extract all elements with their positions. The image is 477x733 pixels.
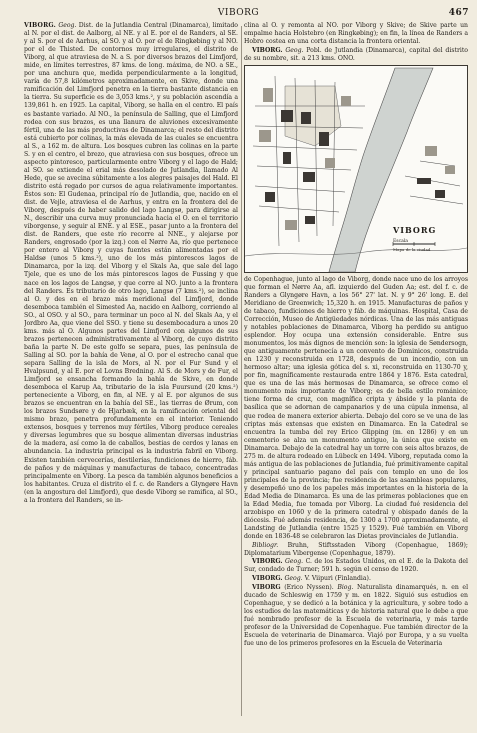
entry-viborg-finland xyxy=(244,575,468,583)
running-header xyxy=(0,8,477,22)
entry-headword: VIBORG. xyxy=(252,558,283,566)
entry-continuation: clina al O. y remonta al NO. por Viborg y Skive; de Skive parte un empalme hacia Holstebro (en Ringkøbing); en fin, la línea de Randers a Hobro costea en una corta distancia la frontera oriental. xyxy=(244,22,468,46)
entry-viborg-erico xyxy=(244,584,468,648)
running-head-word: VIBORG xyxy=(217,8,260,18)
entry-viborg-district xyxy=(24,22,238,505)
map-source-label: Mapa de la ciudad xyxy=(393,246,431,252)
entry-abbreviation: Biog. xyxy=(337,583,354,591)
right-column xyxy=(244,22,468,722)
entry-body: Dist. de la Jutlandia Central (Dinamarca), limitado al N. por el dist. de Aalborg, al NE. y al E. por el de Randers, al SE. y al S. por el de Aarhus, al SO. y al O. por el de Ringkøbing y al NO. por el de Thisted. De contornos muy irregulares, el distrito de Viborg, al que atraviesa de N. a S. por diversos brazos del Limfjord, mide, en límites terrestres, 87 kms. de long. máxima, de NO. a SE., por una anchura que, medida perpendicularmente a la longitud, varía de 57,8 kilómetros aproximadamente, en Skive, donde una ramificación del Limfjord penetra en la tierra bastante distancia en la tierra. Su superficie es de 3,053 kms.², y su población ascendía a 139,861 h. en 1925. La capital, Viborg, se halla en el centro. El país es bastante variado. Al NO., la península de Salling, que el Limfjord rodea con sus brazos, es una llanura de aluviones excesivamente fértil, una de las más productivas de Dinamarca; el resto del distrito está cubierto por colinas, la más elevada de las cuales se encuentra al S., a 162 m. de altura. Los bosques cubren las colinas en la parte S. y en el centro, el brezo, que atraviesa con sus bosques, ofrece un aspecto pintoresco, particularmente entre Viborg y el lago de Hald; al SO. se extiende el erial más desolado de Jutlandia, llamado Al Hede, que se avecina súbitamente a los alegres paisajes del Hald. El distrito está regado por cursos de agua relativamente importantes. Éstos son: El Gudenaa, principal río de Jutlandia, que, nacido en el dist. de Vejle, atraviesa el de Aarhus, y entra en la frontera del de Viborg, después de haber salido del lago Langsø, para dirigirse al N., describir una curva muy pronunciada hacia el O. en el territorio viborgense, y seguir al ENE. y al ESE., pasar junto a la frontera del dist. de Randers, que este río recorre al NNE., y alejarse por Randers, engrosado (por la izq.) con el Nørre Aa, río que pertenece por entero al Viborg y cuyas fuentes están alimentadas por el Haldsø (unos 5 kms.²), uno de los más pintorescos lagos de Dinamarca, por la izq. del Viborg y el Skals Aa, que sale del lago Tjele, que es uno de los más pintorescos lagos de Fussing y que nace en los lagos de Langsø, y que corre al NO. junto a la frontera del Randers. Es tributario de otro lago, Langsø (7 kms.²), se inclina al O. y des en el brazo más meridional del Limfjord, donde desemboca también el Simested Aa, nacido en Aalborg, corriendo al SO., al OSO. y al SO., para terminar un poco al N. del Skals Aa, y el Jordbro Aa, que viene del SSO. y tiene su desembocadura a unos 20 kms. más al O. Algunos partes del Limfjord con algunos de sus brazos pertenecen administrativamente al Viborg, de cuyo distrito baña la parte N. De este golfo se separa, pues, las península de Salling al SO. por la bahía de Venø, al O. por el estrecho canal que separa Salling de la isla de Mors, al N. por el Fur Sund y el Hvalpsund, y al E. por el Lovns Bredning. Al S. de Mors y de Fur, el Limfjord se ensancha formando la bahía de Skive, en donde desemboca el Karup Aa, tributario de la isla Fuursund (20 kms.²) perteneciente a Viborg, en fin, al NE. y al E. por algunos de sus brazos se encuentran en la bahía del SE., las tierras de Ørum, con los brazos Sundsøre y de Hjarbæk, en la ramificación oriental del mismo brazo, penetra profundamente en el interior. Teniendo extensos, bosques y terrenos muy fértiles, Viborg produce cereales y diversas legumbres que su bosque alimentan diversas industrias de la madera, así como la de caballos, bestias de cerdos y lanas en abundancia. La industria principal es la industria fabril en Viborg. Existen también cervecerías, destilerías, fundiciones de hierro, fáb. de paños y de máquinas y manufacturas de tabaco, concentradas principalmente en Viborg. La pesca da también algunos beneficios a los habitantes. Cruza el distrito el f. c. de Randers a Glyngøre Havn (en la angostura del Limfjord), que desde Viborg se ramifica, al SO., a la frontera del Randers, se in- xyxy=(24,22,238,504)
bibliography xyxy=(244,542,468,558)
entry-abbreviation: Geog. xyxy=(284,574,303,582)
entry-headword: VIBORG. xyxy=(252,46,283,54)
column-divider xyxy=(241,26,242,716)
entry-headword: VIBORG. xyxy=(252,574,283,582)
entry-viborg-town-cont: de Copenhague, junto al lago de Viborg, donde nace uno de los arroyos que forman el Nørre Aa, afl. izquierdo del Guden Aa; est. del f. c. de Randers a Glyngøre Havn, a los 56° 27' lat. N. y 9° 26' long. E. del Meridiano de Greenwich; 15,320 h. en 1915. Manufacturas de paños y de tabaco, fundiciones de hierro y fáb. de máquinas. Hospital, Casa de Corrección, Museo de Antigüedades nórdicas. Una de las más antiguas y notables poblaciones de Dinamarca, Viborg ha perdido su antiguo esplendor. Hoy ocupa una extensión considerable. Entre sus monumentos, los más dignos de mención son: la iglesia de Søndersogn, que antiguamente pertenecía a un convento de Dominicos, construida en 1230 y reconstruida en 1728, después de un incendio, con un hermoso altar; una iglesia gótica del s. xi, reconstruida en 1130-70 y, por fin, magníficamente restaurada entre 1864 y 1876. Esta catedral, que es una de las más hermosas de Dinamarca, se ofrece como el monumento más importante de Viborg; es de bella estilo románico; tiene forma de cruz, con magnífica cripta y ábside y la planta de basílica que se adornan de campanarios y de una cúpula inmensa, al que rodea de manera exterior abierta. Debajo del coro se ve una de las criptas más extensas que existen en Dinamarca. En la Catedral se encuentra la tumba del rey Erico Glipping (m. en 1286) y en un cementerio se alza un monumento antiguo, la única que existe en Dinamarca. Debajo de la catedral hay un torre con seis altos brazos, de 275 m. de altura rodeado en Lübeck en 1494. Viborg, reputada como la más antigua de las poblaciones de Jutlandia, fué primitivamente capital y principal santuario pagano del país con templo en uno de los principales de la provincia; fue residencia de las asambleas populares, y desempeñó uno de los papeles más importantes en la historia de la Edad Media de Dinamarca. Es una de las primeras poblaciones que en la Edad Media, fue tomada por Viborg. La ciudad fué residencia del arzobispo en 1060 y de la primera catedral y obispado danés de la diócesis. Fué además residencia, de 1300 a 1700 aproximadamente, el Landsting de Jutlandia (entre 1525 y 1529). Fué también en Viborg donde en 1836-48 se celebraron las Dietas provinciales de Jutlandia. xyxy=(244,275,468,541)
bibliography-text: Bruhn, Stiftsstaden Viborg (Copenhague, 1869); Diplomatarium Vibergense (Copenhague, 1879). xyxy=(244,541,468,557)
entry-abbreviation: Geog. xyxy=(285,46,304,54)
entry-abbreviation: Geog. xyxy=(285,558,304,566)
city-map-figure xyxy=(244,65,468,273)
page-number: 467 xyxy=(448,8,469,18)
map-scale-label: Escala xyxy=(393,238,408,244)
entry-person-name: (Erico Nyssen). xyxy=(284,583,334,591)
entry-viborg-town xyxy=(244,47,468,63)
entry-body: C. de los Estados Unidos, en el E. de la Dakota del Sur, condado de Turner; 591 h. según el censo de 1920. xyxy=(244,558,468,574)
entry-viborg-dakota xyxy=(244,558,468,574)
bibliography-label: Bibliogr. xyxy=(252,541,279,549)
entry-headword: VIBORG. xyxy=(24,22,56,29)
map-title: VIBORG xyxy=(393,224,437,235)
entry-abbreviation: Geog. xyxy=(58,22,77,29)
entry-headword: VIBORG xyxy=(252,583,281,591)
left-column xyxy=(24,22,238,722)
entry-body: V. Viipuri (Finlandia). xyxy=(304,574,371,582)
entry-body: Naturalista dinamarqués, n. en el ducado de Schleswig en 1759 y m. en 1822. Siguió sus estudios en Copenhague, y se dedicó a la botánica y la agricultura, y sobre todo a los estudios de las matemáticas y de historia natural que le debe a que fué nombrado profesor de la Escuela de veterinaria, y más tarde profesor de la Universidad de Copenhague. Fue también director de la Escuela de veterinaria de Dinamarca. Viajó por Europa, y a su vuelta fue uno de los primeros profesores en la Escuela de Veterinaria xyxy=(244,583,468,647)
entry-body: Pobl. de Jutlandia (Dinamarca), capital del distrito de su nombre, sit. a 213 kms. ONO. xyxy=(244,46,468,62)
city-map-drawing xyxy=(245,66,467,272)
